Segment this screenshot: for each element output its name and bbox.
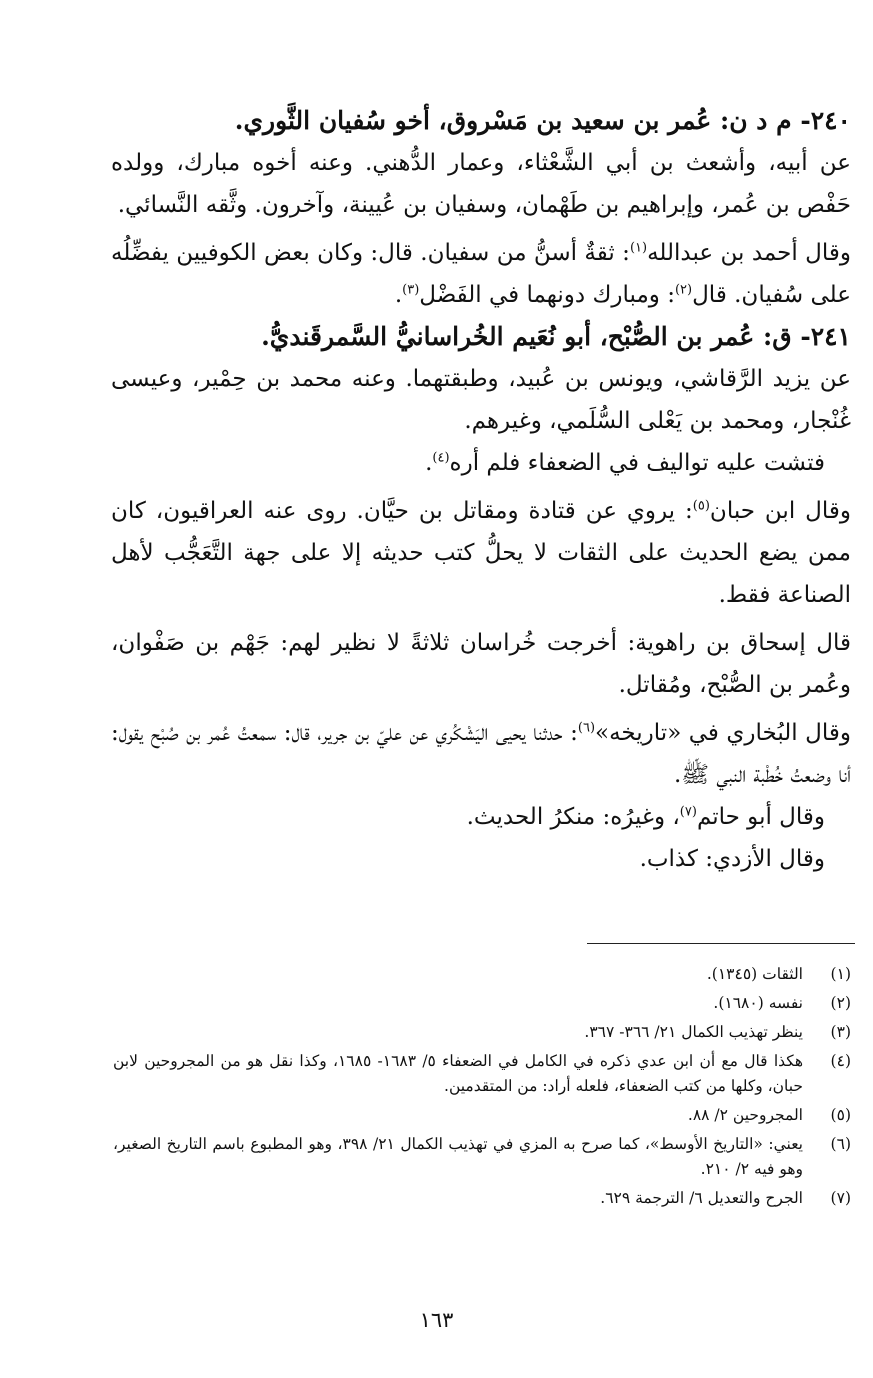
entry-241-paragraph-1: عن يزيد الرَّقاشي، ويونس بن عُبيد، وطبقتهما. وعنه محمد بن حِمْير، وعيسى غُنْجار، ومحمد بن يَعْلى السُّلَمي، وغيرهم. (111, 366, 851, 434)
entry-241-heading: ٢٤١- ق: عُمر بن الصُّبْح، أبو نُعَيم الخُراسانيُّ السَّمرقَنديُّ. (261, 322, 851, 351)
entry-241-paragraph-3 (111, 490, 851, 616)
footnote-ref-3: (٣) (402, 282, 420, 298)
footnote-text: الجرح والتعديل ٦/ الترجمة ٦٢٩. (600, 1189, 803, 1207)
text-segment: : ومبارك دونهما في الفَضْل (419, 282, 675, 308)
footnote-divider (587, 943, 855, 944)
footnote-ref-1: (١) (629, 240, 648, 256)
entry-241-paragraph-5 (111, 712, 851, 796)
entry-240-heading: ٢٤٠- م د ن: عُمر بن سعيد بن مَسْروق، أخو سُفيان الثَّوري. (234, 106, 851, 135)
footnote-item (113, 1103, 851, 1128)
footnote-item (113, 1186, 851, 1211)
entry-240-paragraph-2 (111, 232, 851, 316)
page-number: ١٦٣ (419, 1308, 454, 1332)
text-segment: . (425, 450, 433, 476)
footnote-item (113, 991, 851, 1016)
footnote-text: المجروحين ٢/ ٨٨. (687, 1106, 803, 1124)
footnote-text: نفسه (١٦٨٠). (713, 994, 803, 1012)
text-segment: ، وغيرُه: منكرُ الحديث. (466, 804, 680, 830)
text-segment: : يروي عن قتادة ومقاتل بن حيَّان. روى عنه العراقيون، كان ممن يضع الحديث على الثقات لا يحلُّ كتب حديثه إلا على جهة التَّعَجُّب لأهل الصناعة فقط. (111, 498, 851, 608)
footnote-number: (١) (830, 965, 851, 983)
entry-241-paragraph-6 (111, 796, 851, 838)
entry-241-paragraph-7: وقال الأزدي: كذاب. (639, 846, 825, 872)
footnote-number: (٣) (830, 1023, 851, 1041)
entry-241-paragraph-4: قال إسحاق بن راهوية: أخرجت خُراسان ثلاثةً لا نظير لهم: جَهْم بن صَفْوان، وعُمر بن الصُّبْح، ومُقاتل. (111, 630, 851, 698)
main-text (111, 100, 851, 880)
footnote-item (113, 1132, 851, 1182)
footnote-ref-2: (٢) (674, 282, 693, 298)
text-segment: فتشت عليه تواليف في الضعفاء فلم أره (449, 450, 825, 476)
text-segment: . (394, 282, 403, 308)
footnote-ref-4: (٤) (432, 450, 450, 466)
footnote-number: (٥) (830, 1106, 851, 1124)
text-segment: : ثقةٌ أسنُّ من سفيان. قال: وكان بعض الكوفيين يفضِّلُه على سُفيان. قال (111, 240, 851, 308)
footnote-text: الثقات (١٣٤٥). (706, 965, 803, 983)
entry-240-paragraph-1: عن أبيه، وأشعث بن أبي الشَّعْثاء، وعمار الدُّهني. وعنه أخوه مبارك، وولده حَفْص بن عُمر، وإبراهيم بن طَهْمان، وسفيان بن عُيينة، وآخرون. وثَّقه النَّسائي. (111, 150, 851, 218)
text-segment: وقال أبو حاتم (696, 804, 825, 830)
footnote-number: (٢) (830, 994, 851, 1012)
text-segment: وقال البُخاري في «تاريخه» (595, 720, 851, 746)
footnote-number: (٧) (830, 1189, 851, 1207)
footnote-ref-7: (٧) (679, 804, 697, 820)
footnote-item (113, 1020, 851, 1045)
text-segment: وقال ابن حبان (709, 498, 851, 524)
footnote-text: ينظر تهذيب الكمال ٢١/ ٣٦٦- ٣٦٧. (584, 1023, 803, 1041)
footnote-item (113, 962, 851, 987)
footnote-ref-5: (٥) (692, 498, 710, 514)
text-segment: : حدثنا يحيى اليَشْكُري عن عليّ بن جرير، قال: سمعتُ عُمر بن صُبْح يقول: أنا وضعتُ خُطْبة النبي ﷺ. (111, 720, 851, 788)
footnote-text: يعني: «التاريخ الأوسط»، كما صرح به المزي في تهذيب الكمال ٢١/ ٣٩٨، وهو المطبوع باسم التاريخ الصغير، وهو فيه ٢/ ٢١٠. (113, 1135, 803, 1178)
footnote-number: (٦) (830, 1135, 851, 1153)
footnotes-section (113, 962, 851, 1215)
text-segment: وقال أحمد بن عبدالله (647, 240, 851, 266)
footnote-text: هكذا قال مع أن ابن عدي ذكره في الكامل في الضعفاء ٥/ ١٦٨٣- ١٦٨٥، وكذا نقل هو من المجروحين لابن حبان، وكلها من كتب الضعفاء، فلعله أراد: من المتقدمين. (113, 1052, 804, 1095)
footnote-ref-6: (٦) (577, 720, 596, 736)
footnote-item (113, 1049, 851, 1099)
footnote-number: (٤) (830, 1052, 851, 1070)
entry-241-paragraph-2 (111, 442, 851, 484)
